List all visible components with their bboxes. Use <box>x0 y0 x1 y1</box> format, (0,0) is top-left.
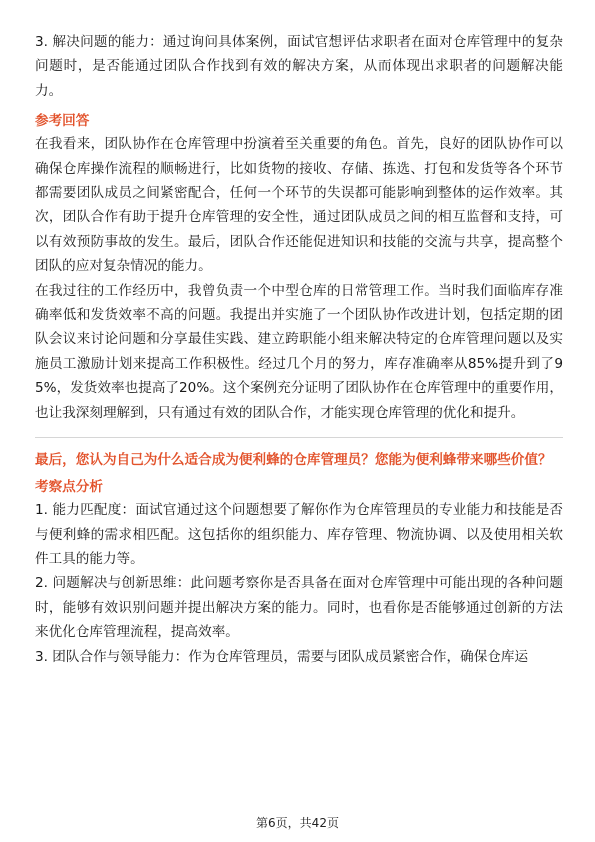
analysis-paragraph-2: 2. 问题解决与创新思维：此问题考察你是否具备在面对仓库管理中可能出现的各种问题时，能够有效识别问题并提出解决方案的能力。同时，也看你是否能够通过创新的方法来优化仓库管理流程，提高效率。 <box>35 575 563 641</box>
answer-paragraph-1: 在我看来，团队协作在仓库管理中扮演着至关重要的角色。首先，良好的团队协作可以确保仓库操作流程的顺畅进行，比如货物的接收、存储、拣选、打包和发货等各个环节都需要团队成员之间紧密配合，任何一个环节的失误都可能影响到整体的运作效率。其次，团队合作有助于提升仓库管理的安全性，通过团队成员之间的相互监督和支持，可以有效预防事故的发生。最后，团队合作还能促进知识和技能的交流与共享，提高整个团队的应对复杂情况的能力。 <box>35 136 563 275</box>
section-divider <box>35 437 563 438</box>
answer-paragraph-2: 在我过往的工作经历中，我曾负责一个中型仓库的日常管理工作。当时我们面临库存准确率低和发货效率不高的问题。我提出并实施了一个团队协作改进计划，包括定期的团队会议来讨论问题和分享最佳实践、建立跨职能小组来解决特定的仓库管理问题以及实施员工激励计划来提高工作积极性。经过几个月的努力，库存准确率从85%提升到了95%，发货效率也提高了20%。这个案例充分证明了团队协作在仓库管理中的重要作用，也让我深刻理解到，只有通过有效的团队合作，才能实现仓库管理的优化和提升。 <box>35 282 563 421</box>
analysis-paragraph-3: 3. 团队合作与领导能力：作为仓库管理员，需要与团队成员紧密合作，确保仓库运 <box>35 648 529 665</box>
question-title: 最后，您认为自己为什么适合成为便利蜂的仓库管理员？您能为便利蜂带来哪些价值？ <box>35 452 552 469</box>
document-page <box>35 30 563 669</box>
page-indicator: 第6页，共42页 <box>256 816 339 830</box>
analysis-paragraph-1: 1. 能力匹配度：面试官通过这个问题想要了解你作为仓库管理员的专业能力和技能是否与便利蜂的需求相匹配。这包括你的组织能力、库存管理、物流协调、以及使用相关软件工具的能力等。 <box>35 502 563 567</box>
point-problem-solving: 3. 解决问题的能力：通过询问具体案例，面试官想评估求职者在面对仓库管理中的复杂问题时，是否能通过团队合作找到有效的解决方案，从而体现出求职者的问题解决能力。 <box>35 34 563 99</box>
analysis-heading: 考察点分析 <box>35 479 103 496</box>
reference-answer-heading: 参考回答 <box>35 113 90 130</box>
